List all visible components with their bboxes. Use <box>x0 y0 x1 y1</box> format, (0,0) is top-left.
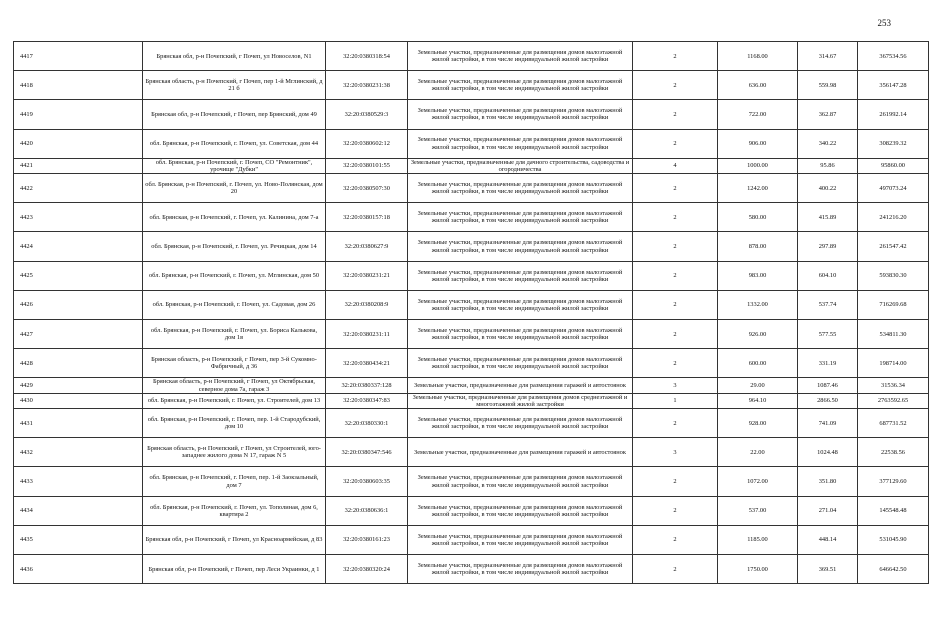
address-cell: обл. Брянская, р-н Почепский, г. Почеп, ул. Мглинская, дом 50 <box>143 261 326 290</box>
land-registry-table <box>13 41 929 584</box>
table-row <box>14 320 929 349</box>
cadastral-value-cell: 687731.52 <box>858 409 929 438</box>
table-row <box>14 100 929 129</box>
land-use-cell: Земельные участки, предназначенные для размещения домов малоэтажной жилой застройки, в том числе индивидуальной жилой застройки <box>408 261 633 290</box>
row-number: 4433 <box>14 467 143 496</box>
row-number: 4421 <box>14 158 143 173</box>
address-cell: обл. Брянская, р-н Почепский, г. Почеп, пер. 1-й Стародубский, дом 10 <box>143 409 326 438</box>
land-use-cell: Земельные участки, предназначенные для размещения домов малоэтажной жилой застройки, в том числе индивидуальной жилой застройки <box>408 71 633 100</box>
area-cell: 600.00 <box>718 349 798 378</box>
area-cell: 580.00 <box>718 203 798 232</box>
group-cell: 2 <box>633 261 718 290</box>
area-cell: 1168.00 <box>718 42 798 71</box>
specific-value-cell: 741.09 <box>798 409 858 438</box>
group-cell: 2 <box>633 129 718 158</box>
cadastral-value-cell: 241216.20 <box>858 203 929 232</box>
table-body <box>14 42 929 584</box>
cadastral-number-cell: 32:20:0380347:546 <box>326 438 408 467</box>
group-cell: 2 <box>633 467 718 496</box>
specific-value-cell: 95.86 <box>798 158 858 173</box>
specific-value-cell: 400.22 <box>798 174 858 203</box>
row-number: 4424 <box>14 232 143 261</box>
area-cell: 926.00 <box>718 320 798 349</box>
cadastral-value-cell: 2763592.65 <box>858 393 929 408</box>
cadastral-number-cell: 32:20:0380434:21 <box>326 349 408 378</box>
row-number: 4434 <box>14 496 143 525</box>
group-cell: 2 <box>633 42 718 71</box>
address-cell: обл. Брянская, р-н Почепский, г. Почеп, пер. 1-й Заокзальный, дом 7 <box>143 467 326 496</box>
specific-value-cell: 1024.48 <box>798 438 858 467</box>
specific-value-cell: 369.51 <box>798 555 858 584</box>
land-use-cell: Земельные участки, предназначенные для размещения домов малоэтажной жилой застройки, в том числе индивидуальной жилой застройки <box>408 290 633 319</box>
specific-value-cell: 577.55 <box>798 320 858 349</box>
cadastral-number-cell: 32:20:0380507:30 <box>326 174 408 203</box>
land-use-cell: Земельные участки, предназначенные для размещения домов малоэтажной жилой застройки, в том числе индивидуальной жилой застройки <box>408 320 633 349</box>
specific-value-cell: 331.19 <box>798 349 858 378</box>
row-number: 4430 <box>14 393 143 408</box>
cadastral-number-cell: 32:20:0380231:38 <box>326 71 408 100</box>
table-row <box>14 232 929 261</box>
row-number: 4426 <box>14 290 143 319</box>
table-row <box>14 71 929 100</box>
area-cell: 1185.00 <box>718 525 798 554</box>
cadastral-number-cell: 32:20:0380161:23 <box>326 525 408 554</box>
group-cell: 2 <box>633 496 718 525</box>
area-cell: 29.00 <box>718 378 798 393</box>
cadastral-value-cell: 497073.24 <box>858 174 929 203</box>
address-cell: Брянская обл, р-н Почепский, г Почеп, ул Новоселов, N1 <box>143 42 326 71</box>
land-use-cell: Земельные участки, предназначенные для размещения домов малоэтажной жилой застройки, в том числе индивидуальной жилой застройки <box>408 232 633 261</box>
area-cell: 964.10 <box>718 393 798 408</box>
cadastral-value-cell: 261992.14 <box>858 100 929 129</box>
cadastral-number-cell: 32:20:0380231:21 <box>326 261 408 290</box>
row-number: 4425 <box>14 261 143 290</box>
row-number: 4427 <box>14 320 143 349</box>
address-cell: Брянская обл, р-н Почепский, г Почеп, ул Красноармейская, д 83 <box>143 525 326 554</box>
page-number: 253 <box>877 18 891 28</box>
specific-value-cell: 604.10 <box>798 261 858 290</box>
cadastral-number-cell: 32:20:0380347:83 <box>326 393 408 408</box>
area-cell: 1242.00 <box>718 174 798 203</box>
specific-value-cell: 340.22 <box>798 129 858 158</box>
area-cell: 722.00 <box>718 100 798 129</box>
area-cell: 537.00 <box>718 496 798 525</box>
area-cell: 878.00 <box>718 232 798 261</box>
land-use-cell: Земельные участки, предназначенные для размещения домов малоэтажной жилой застройки, в том числе индивидуальной жилой застройки <box>408 555 633 584</box>
address-cell: Брянская область, р-н Почепский, г Почеп, ул Строителей, юго-западнее жилого дома N 17, гараж N 5 <box>143 438 326 467</box>
table-row <box>14 378 929 393</box>
cadastral-value-cell: 308239.32 <box>858 129 929 158</box>
area-cell: 1072.00 <box>718 467 798 496</box>
group-cell: 3 <box>633 378 718 393</box>
cadastral-value-cell: 377129.60 <box>858 467 929 496</box>
land-use-cell: Земельные участки, предназначенные для размещения домов малоэтажной жилой застройки, в том числе индивидуальной жилой застройки <box>408 409 633 438</box>
land-use-cell: Земельные участки, предназначенные для размещения домов малоэтажной жилой застройки, в том числе индивидуальной жилой застройки <box>408 496 633 525</box>
cadastral-number-cell: 32:20:0380318:54 <box>326 42 408 71</box>
row-number: 4417 <box>14 42 143 71</box>
address-cell: обл. Брянская, р-н Почепский, г. Почеп, ул. Калинина, дом 7-а <box>143 203 326 232</box>
address-cell: обл. Брянская, р-н Почепский, г. Почеп, ул. Речицкая, дом 14 <box>143 232 326 261</box>
group-cell: 2 <box>633 320 718 349</box>
cadastral-value-cell: 22538.56 <box>858 438 929 467</box>
row-number: 4436 <box>14 555 143 584</box>
cadastral-number-cell: 32:20:0380330:1 <box>326 409 408 438</box>
specific-value-cell: 2866.50 <box>798 393 858 408</box>
area-cell: 22.00 <box>718 438 798 467</box>
address-cell: Брянская обл, р-н Почепский, г Почеп, пер Леси Украинки, д 1 <box>143 555 326 584</box>
table-row <box>14 525 929 554</box>
specific-value-cell: 314.67 <box>798 42 858 71</box>
cadastral-value-cell: 261547.42 <box>858 232 929 261</box>
area-cell: 636.00 <box>718 71 798 100</box>
cadastral-number-cell: 32:20:0380101:55 <box>326 158 408 173</box>
address-cell: обл. Брянская, р-н Почепский, г. Почеп, СО "Ремонтник", урочище "Дубки" <box>143 158 326 173</box>
area-cell: 1000.00 <box>718 158 798 173</box>
cadastral-value-cell: 646642.50 <box>858 555 929 584</box>
area-cell: 983.00 <box>718 261 798 290</box>
address-cell: обл. Брянская, р-н Почепский, г. Почеп, ул. Строителей, дом 13 <box>143 393 326 408</box>
cadastral-number-cell: 32:20:0380603:35 <box>326 467 408 496</box>
cadastral-number-cell: 32:20:0380636:1 <box>326 496 408 525</box>
row-number: 4419 <box>14 100 143 129</box>
land-use-cell: Земельные участки, предназначенные для размещения домов малоэтажной жилой застройки, в том числе индивидуальной жилой застройки <box>408 525 633 554</box>
row-number: 4429 <box>14 378 143 393</box>
table-row <box>14 261 929 290</box>
cadastral-number-cell: 32:20:0380627:9 <box>326 232 408 261</box>
row-number: 4428 <box>14 349 143 378</box>
address-cell: Брянская область, р-н Почепский, г Почеп, ул Октябрьская, северное дома 7а, гараж 3 <box>143 378 326 393</box>
land-use-cell: Земельные участки, предназначенные для размещения гаражей и автостоянок <box>408 438 633 467</box>
cadastral-value-cell: 356147.28 <box>858 71 929 100</box>
specific-value-cell: 297.89 <box>798 232 858 261</box>
specific-value-cell: 415.89 <box>798 203 858 232</box>
area-cell: 1332.00 <box>718 290 798 319</box>
row-number: 4431 <box>14 409 143 438</box>
specific-value-cell: 362.87 <box>798 100 858 129</box>
table-row <box>14 203 929 232</box>
cadastral-value-cell: 534811.30 <box>858 320 929 349</box>
cadastral-value-cell: 716269.68 <box>858 290 929 319</box>
row-number: 4418 <box>14 71 143 100</box>
group-cell: 2 <box>633 349 718 378</box>
cadastral-number-cell: 32:20:0380320:24 <box>326 555 408 584</box>
specific-value-cell: 1087.46 <box>798 378 858 393</box>
row-number: 4420 <box>14 129 143 158</box>
table-row <box>14 438 929 467</box>
table-row <box>14 174 929 203</box>
cadastral-number-cell: 32:20:0380208:9 <box>326 290 408 319</box>
group-cell: 2 <box>633 174 718 203</box>
specific-value-cell: 537.74 <box>798 290 858 319</box>
group-cell: 2 <box>633 232 718 261</box>
cadastral-value-cell: 593830.30 <box>858 261 929 290</box>
table-row <box>14 393 929 408</box>
address-cell: обл. Брянская, р-н Почепский, г. Почеп, ул. Бориса Калькова, дом 1в <box>143 320 326 349</box>
group-cell: 2 <box>633 71 718 100</box>
table-row <box>14 555 929 584</box>
land-use-cell: Земельные участки, предназначенные для размещения домов малоэтажной жилой застройки, в том числе индивидуальной жилой застройки <box>408 100 633 129</box>
address-cell: Брянская область, р-н Почепский, г Почеп, пер 1-й Мглинский, д 21 б <box>143 71 326 100</box>
row-number: 4423 <box>14 203 143 232</box>
group-cell: 4 <box>633 158 718 173</box>
table-row <box>14 467 929 496</box>
cadastral-number-cell: 32:20:0380231:11 <box>326 320 408 349</box>
land-use-cell: Земельные участки, предназначенные для размещения домов малоэтажной жилой застройки, в том числе индивидуальной жилой застройки <box>408 203 633 232</box>
table-row <box>14 409 929 438</box>
land-use-cell: Земельные участки, предназначенные для размещения домов малоэтажной жилой застройки, в том числе индивидуальной жилой застройки <box>408 129 633 158</box>
specific-value-cell: 559.98 <box>798 71 858 100</box>
specific-value-cell: 351.80 <box>798 467 858 496</box>
cadastral-value-cell: 145548.48 <box>858 496 929 525</box>
group-cell: 2 <box>633 100 718 129</box>
table-row <box>14 42 929 71</box>
group-cell: 2 <box>633 409 718 438</box>
land-use-cell: Земельные участки, предназначенные для размещения гаражей и автостоянок <box>408 378 633 393</box>
cadastral-number-cell: 32:20:0380337:128 <box>326 378 408 393</box>
table-row <box>14 349 929 378</box>
specific-value-cell: 448.14 <box>798 525 858 554</box>
address-cell: обл. Брянская, р-н Почепский, г. Почеп, ул. Тополиная, дом 6, квартира 2 <box>143 496 326 525</box>
area-cell: 1750.00 <box>718 555 798 584</box>
land-use-cell: Земельные участки, предназначенные для размещения домов среднеэтажной и многоэтажной жилой застройки <box>408 393 633 408</box>
address-cell: обл. Брянская, р-н Почепский, г. Почеп, ул. Ново-Полянская, дом 20 <box>143 174 326 203</box>
cadastral-number-cell: 32:20:0380529:3 <box>326 100 408 129</box>
land-use-cell: Земельные участки, предназначенные для размещения домов малоэтажной жилой застройки, в том числе индивидуальной жилой застройки <box>408 349 633 378</box>
group-cell: 2 <box>633 525 718 554</box>
land-use-cell: Земельные участки, предназначенные для размещения домов малоэтажной жилой застройки, в том числе индивидуальной жилой застройки <box>408 467 633 496</box>
address-cell: Брянская область, р-н Почепский, г Почеп, пер 3-й Сукомно-Фабричный, д 36 <box>143 349 326 378</box>
address-cell: обл. Брянская, р-н Почепский, г. Почеп, ул. Садовая, дом 26 <box>143 290 326 319</box>
specific-value-cell: 271.04 <box>798 496 858 525</box>
area-cell: 906.00 <box>718 129 798 158</box>
table-row <box>14 496 929 525</box>
cadastral-value-cell: 31536.34 <box>858 378 929 393</box>
row-number: 4432 <box>14 438 143 467</box>
table-row <box>14 129 929 158</box>
cadastral-value-cell: 367534.56 <box>858 42 929 71</box>
row-number: 4422 <box>14 174 143 203</box>
row-number: 4435 <box>14 525 143 554</box>
land-use-cell: Земельные участки, предназначенные для дачного строительства, садоводства и огородничества <box>408 158 633 173</box>
group-cell: 2 <box>633 555 718 584</box>
land-use-cell: Земельные участки, предназначенные для размещения домов малоэтажной жилой застройки, в том числе индивидуальной жилой застройки <box>408 174 633 203</box>
cadastral-value-cell: 198714.00 <box>858 349 929 378</box>
group-cell: 1 <box>633 393 718 408</box>
table-row <box>14 158 929 173</box>
group-cell: 2 <box>633 203 718 232</box>
group-cell: 3 <box>633 438 718 467</box>
land-use-cell: Земельные участки, предназначенные для размещения домов малоэтажной жилой застройки, в том числе индивидуальной жилой застройки <box>408 42 633 71</box>
cadastral-number-cell: 32:20:0380602:12 <box>326 129 408 158</box>
table-row <box>14 290 929 319</box>
cadastral-value-cell: 95860.00 <box>858 158 929 173</box>
group-cell: 2 <box>633 290 718 319</box>
cadastral-number-cell: 32:20:0380157:18 <box>326 203 408 232</box>
cadastral-value-cell: 531045.90 <box>858 525 929 554</box>
area-cell: 928.00 <box>718 409 798 438</box>
address-cell: обл. Брянская, р-н Почепский, г. Почеп, ул. Советская, дом 44 <box>143 129 326 158</box>
address-cell: Брянская обл, р-н Почепский, г Почеп, пер Брянский, дом 49 <box>143 100 326 129</box>
